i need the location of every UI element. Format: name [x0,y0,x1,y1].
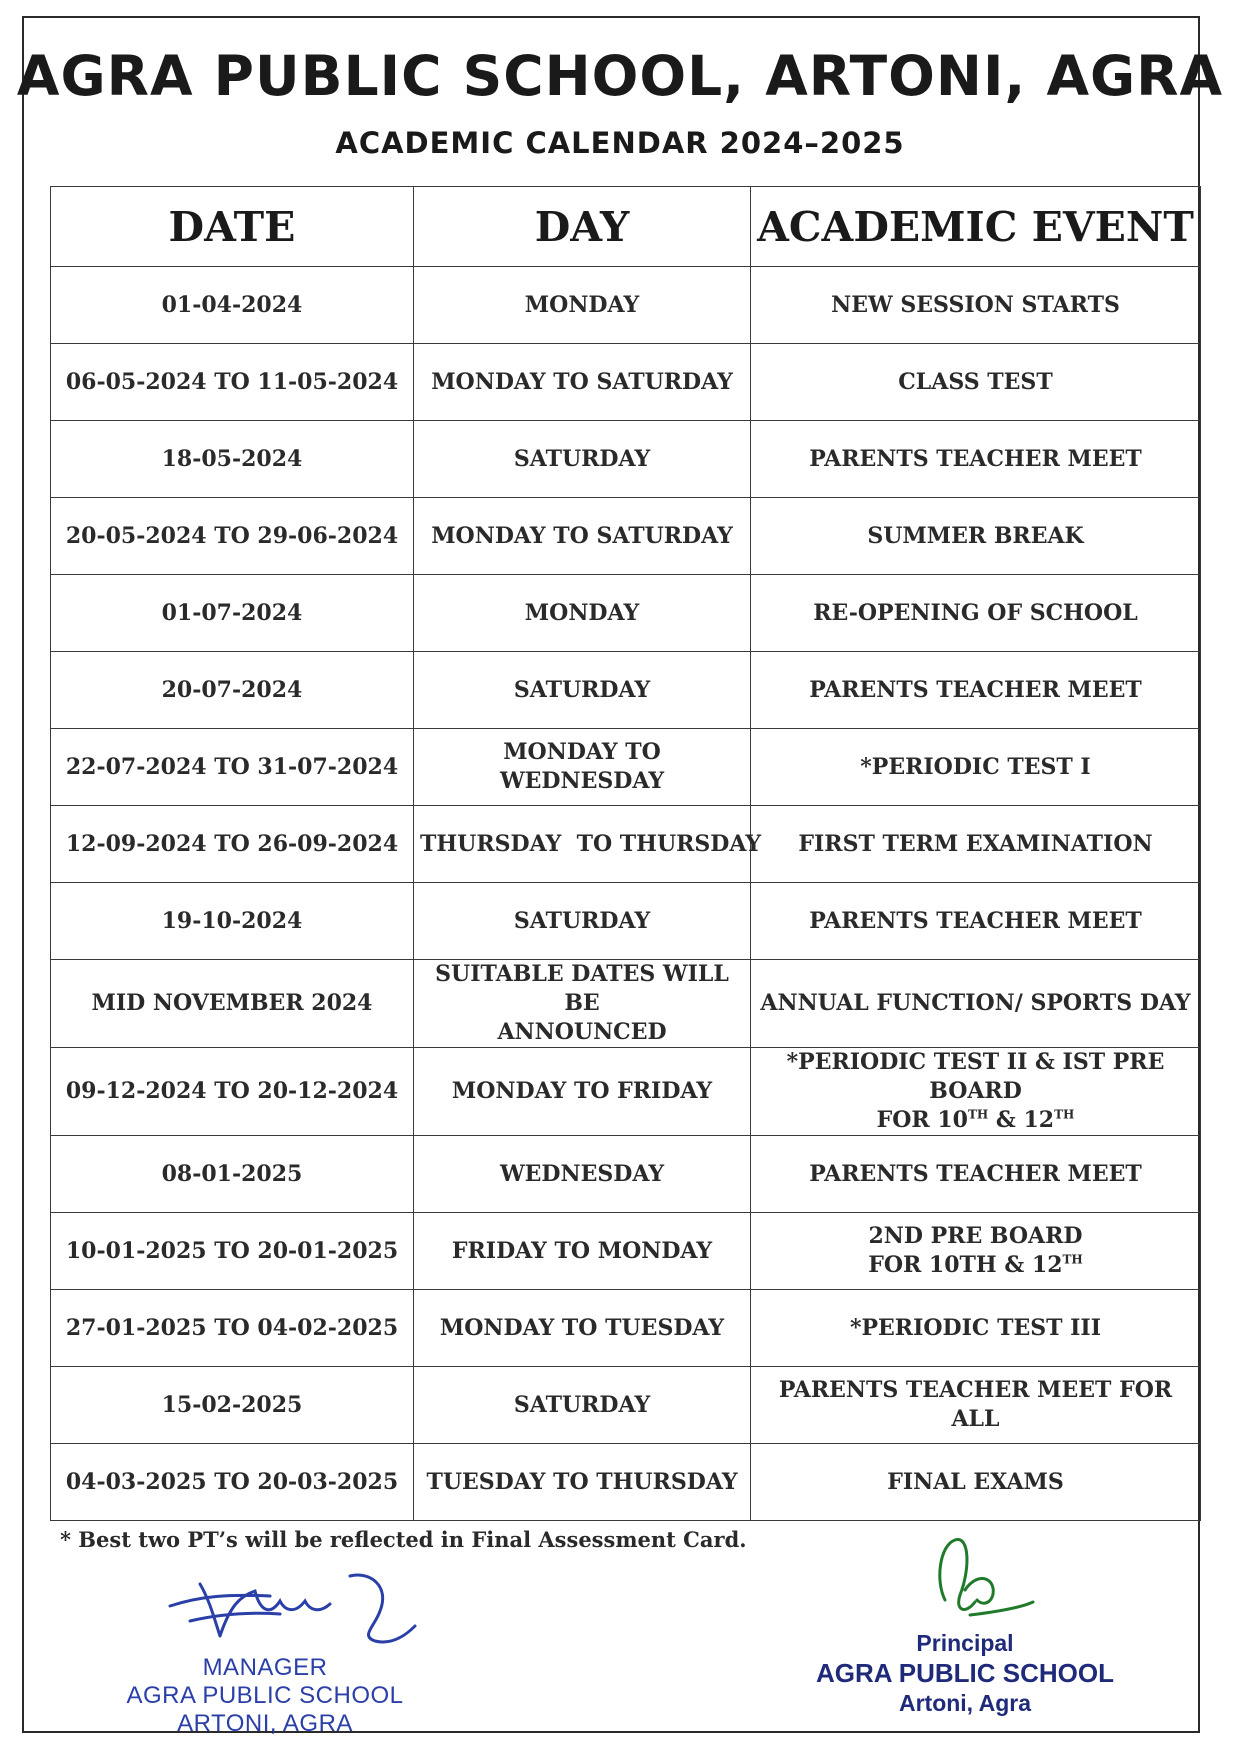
date-cell: 18-05-2024 [51,421,414,498]
table-row [51,1213,1201,1290]
event-cell: RE-OPENING OF SCHOOL [751,575,1201,652]
event-cell: NEW SESSION STARTS [751,267,1201,344]
event-cell-line: 2ND PRE BOARD [868,1223,1083,1249]
academic-calendar-table [50,186,1201,1521]
table-row [51,421,1201,498]
event-cell: ANNUAL FUNCTION/ SPORTS DAY [751,960,1201,1048]
event-cell: PARENTS TEACHER MEET [751,1136,1201,1213]
event-cell: FIRST TERM EXAMINATION [751,806,1201,883]
column-header-event: ACADEMIC EVENT [751,187,1201,267]
date-cell: 15-02-2025 [51,1367,414,1444]
date-cell: MID NOVEMBER 2024 [51,960,414,1048]
day-cell: MONDAY TO SATURDAY [414,498,751,575]
event-cell-line: & 12 [988,1107,1055,1133]
date-cell: 19-10-2024 [51,883,414,960]
event-cell: FINAL EXAMS [751,1444,1201,1521]
event-cell: *PERIODIC TEST III [751,1290,1201,1367]
column-header-date: DATE [51,187,414,267]
ordinal-suffix: TH [967,1107,989,1122]
calendar-title: ACADEMIC CALENDAR 2024–2025 [335,126,905,160]
manager-title: MANAGER [202,1654,328,1681]
event-cell: PARENTS TEACHER MEET FOR ALL [751,1367,1201,1444]
manager-signature [160,1566,430,1646]
day-cell: TUESDAY TO THURSDAY [414,1444,751,1521]
day-cell-line: SUITABLE DATES WILL BE [435,961,729,1016]
day-cell: THURSDAY TO THURSDAY [414,806,751,883]
date-cell: 08-01-2025 [51,1136,414,1213]
day-cell: MONDAY TO FRIDAY [414,1048,751,1136]
table-row [51,1048,1201,1136]
day-cell: MONDAY TO SATURDAY [414,344,751,421]
event-cell [751,1048,1201,1136]
manager-signature-block [110,1566,420,1737]
table-row [51,344,1201,421]
day-cell-line: ANNOUNCED [497,1019,667,1045]
event-cell: PARENTS TEACHER MEET [751,652,1201,729]
event-cell: CLASS TEST [751,344,1201,421]
manager-org: AGRA PUBLIC SCHOOL [126,1682,404,1709]
school-name-heading: AGRA PUBLIC SCHOOL, ARTONI, AGRA [16,44,1224,108]
date-cell: 01-07-2024 [51,575,414,652]
event-cell: PARENTS TEACHER MEET [751,421,1201,498]
table-row [51,575,1201,652]
date-cell: 12-09-2024 TO 26-09-2024 [51,806,414,883]
table-header-row [51,187,1201,267]
date-cell: 01-04-2024 [51,267,414,344]
table-row [51,267,1201,344]
table-row [51,1367,1201,1444]
day-cell: SATURDAY [414,421,751,498]
event-cell-line: FOR 10TH & 12 [868,1252,1063,1278]
table-row [51,652,1201,729]
date-cell: 22-07-2024 TO 31-07-2024 [51,729,414,806]
ordinal-suffix: TH [1054,1107,1075,1122]
date-cell: 09-12-2024 TO 20-12-2024 [51,1048,414,1136]
table-row [51,883,1201,960]
day-cell: MONDAY TO WEDNESDAY [414,729,751,806]
ordinal-suffix: TH [1062,1252,1083,1267]
event-cell: SUMMER BREAK [751,498,1201,575]
table-row [51,1290,1201,1367]
event-cell: PARENTS TEACHER MEET [751,883,1201,960]
principal-signature-block [805,1530,1125,1725]
footnote: * Best two PT’s will be reflected in Final Assessment Card. [60,1527,747,1552]
table-row [51,806,1201,883]
day-cell: FRIDAY TO MONDAY [414,1213,751,1290]
day-cell: WEDNESDAY [414,1136,751,1213]
principal-org: AGRA PUBLIC SCHOOL [815,1658,1115,1688]
day-cell: SATURDAY [414,883,751,960]
date-cell: 10-01-2025 TO 20-01-2025 [51,1213,414,1290]
day-cell: SATURDAY [414,1367,751,1444]
manager-place: ARTONI, AGRA [177,1710,353,1737]
date-cell: 06-05-2024 TO 11-05-2024 [51,344,414,421]
date-cell: 04-03-2025 TO 20-03-2025 [51,1444,414,1521]
table-row [51,729,1201,806]
event-cell-line: *PERIODIC TEST II & IST PRE BOARD [786,1049,1165,1104]
principal-signature [915,1530,1035,1630]
day-cell: MONDAY TO TUESDAY [414,1290,751,1367]
column-header-day: DAY [414,187,751,267]
day-cell [414,960,751,1048]
day-cell: MONDAY [414,575,751,652]
event-cell: *PERIODIC TEST I [751,729,1201,806]
event-cell [751,1213,1201,1290]
day-cell: SATURDAY [414,652,751,729]
principal-title: Principal [916,1630,1014,1656]
date-cell: 20-05-2024 TO 29-06-2024 [51,498,414,575]
event-cell-line: FOR 10 [876,1107,968,1133]
table-row [51,960,1201,1048]
date-cell: 20-07-2024 [51,652,414,729]
principal-place: Artoni, Agra [898,1690,1032,1716]
table-row [51,1444,1201,1521]
table-row [51,1136,1201,1213]
day-cell: MONDAY [414,267,751,344]
table-row [51,498,1201,575]
date-cell: 27-01-2025 TO 04-02-2025 [51,1290,414,1367]
